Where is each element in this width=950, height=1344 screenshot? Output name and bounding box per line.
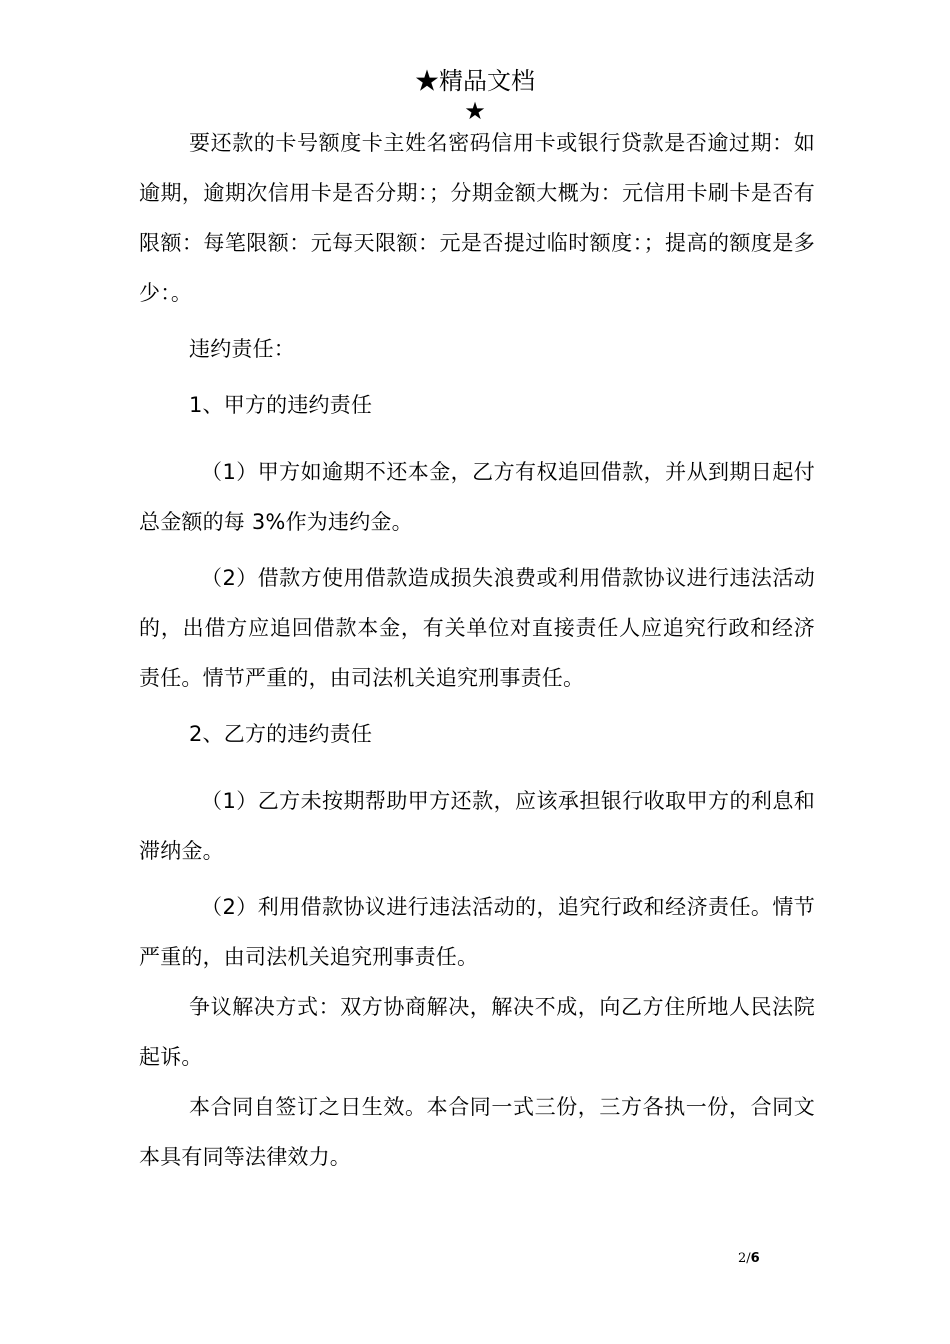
- page-number: [738, 1250, 760, 1268]
- page-number-current: 2/: [738, 1251, 751, 1266]
- paragraph-party-a-heading: 1、甲方的违约责任: [189, 393, 373, 417]
- document-header-star-icon: ★: [464, 97, 486, 125]
- paragraph-party-b-heading: 2、乙方的违约责任: [189, 722, 373, 746]
- paragraph-effectiveness: 本合同自签订之日生效。本合同一式三份，三方各执一份，合同文本具有同等法律效力。: [139, 1095, 815, 1169]
- paragraph-breach-heading: 违约责任：: [189, 337, 295, 361]
- document-header-title: ★精品文档: [415, 67, 535, 95]
- paragraph-party-a-item-2: （2）借款方使用借款造成损失浪费或利用借款协议进行违法活动的，出借方应追回借款本金，有关单位对直接责任人应追究行政和经济责任。情节严重的，由司法机关追究刑事责任。: [139, 566, 815, 690]
- document-body: [139, 118, 815, 1182]
- paragraph-party-b-item-2: （2）利用借款协议进行违法活动的，追究行政和经济责任。情节严重的，由司法机关追究刑事责任。: [139, 895, 815, 969]
- paragraph-party-b-item-1: （1）乙方未按期帮助甲方还款，应该承担银行收取甲方的利息和滞纳金。: [139, 789, 815, 863]
- paragraph-dispute-resolution: 争议解决方式：双方协商解决，解决不成，向乙方住所地人民法院起诉。: [139, 995, 815, 1069]
- paragraph-party-a-item-1: （1）甲方如逾期不还本金，乙方有权追回借款，并从到期日起付总金额的每 3%作为违约金。: [139, 460, 815, 534]
- page-number-total: 6: [750, 1251, 760, 1266]
- paragraph-repayment-info: 要还款的卡号额度卡主姓名密码信用卡或银行贷款是否逾过期：如逾期，逾期次信用卡是否分期：；分期金额大概为：元信用卡刷卡是否有限额：每笔限额：元每天限额：元是否提过临时额度：；提高的额度是多少：。: [139, 131, 815, 305]
